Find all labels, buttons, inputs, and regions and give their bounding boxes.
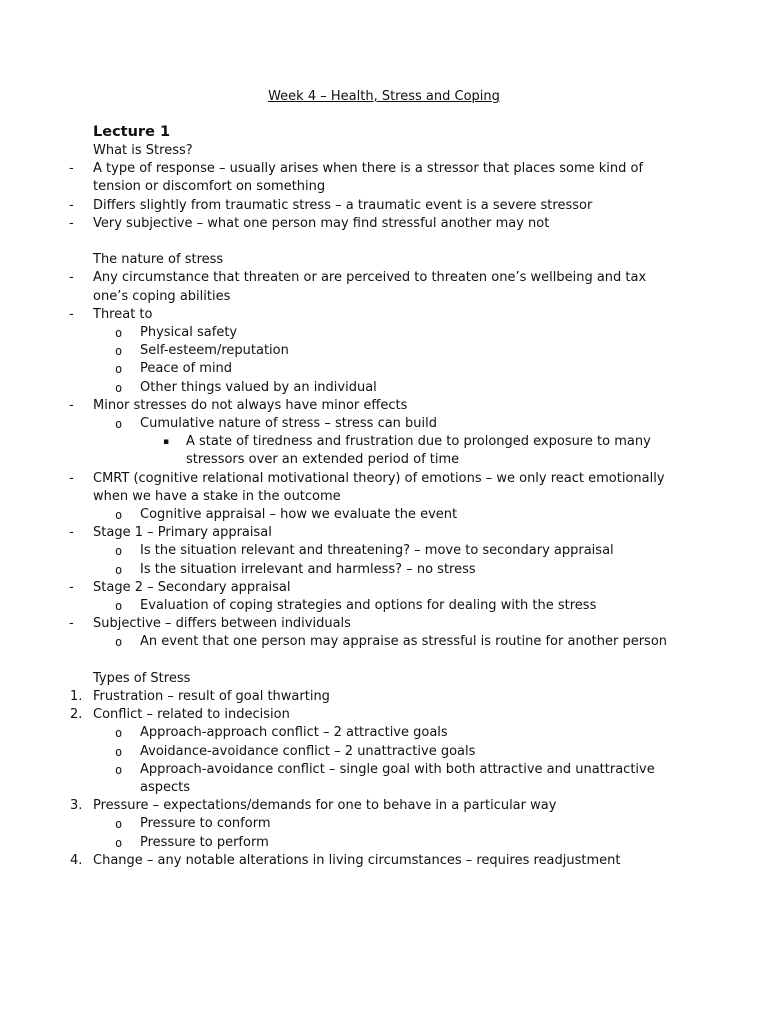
circle-bullet: o [115, 817, 123, 832]
list-item-text: Conflict – related to indecision [93, 707, 290, 723]
list-item [47, 524, 683, 542]
sub-sub-list-item [47, 433, 683, 469]
dash-bullet: - [69, 579, 74, 595]
circle-bullet: o [115, 417, 123, 432]
list-item-text: Physical safety [140, 325, 238, 341]
list-item-text: Cognitive appraisal – how we evaluate the event [140, 507, 458, 523]
list-item-text: Threat to [93, 306, 153, 322]
lecture-heading: Lecture 1 [93, 124, 171, 140]
sub-list-item [47, 324, 683, 342]
numbered-list-item [47, 797, 683, 815]
list-number: 3. [70, 798, 83, 814]
dash-bullet: - [69, 197, 74, 213]
dash-bullet: - [69, 470, 74, 486]
sub-list-item [47, 743, 683, 761]
list-number: 2. [70, 707, 83, 723]
dash-bullet: - [69, 525, 74, 541]
list-item [47, 160, 683, 196]
list-item-text: A type of response – usually arises when there is a stressor that places some kind of tension or discomfort on something [93, 161, 644, 195]
list-item-text: Subjective – differs between individuals [93, 616, 351, 632]
circle-bullet: o [115, 726, 123, 741]
sub-list-item [47, 724, 683, 742]
list-number: 4. [70, 852, 83, 868]
list-item-text: Other things valued by an individual [140, 379, 377, 395]
list-item-text: Pressure to conform [140, 816, 271, 832]
sub-list-item [47, 379, 683, 397]
sub-list-item [47, 542, 683, 560]
document-body [69, 122, 683, 870]
sub-list-item [47, 633, 683, 651]
list-number: 1. [70, 689, 83, 705]
list-item-text: Cumulative nature of stress – stress can build [140, 416, 438, 432]
circle-bullet: o [115, 362, 123, 377]
list-item [47, 269, 683, 305]
sub-list-item [47, 834, 683, 852]
numbered-list-item [47, 852, 683, 870]
list-item [47, 579, 683, 597]
dash-bullet: - [69, 397, 74, 413]
circle-bullet: o [115, 562, 123, 577]
sub-list-item [47, 415, 683, 433]
sub-list-item [47, 761, 683, 797]
circle-bullet: o [115, 544, 123, 559]
circle-bullet: o [115, 744, 123, 759]
list-item-text: Is the situation irrelevant and harmless? – no stress [140, 561, 476, 577]
list-item [47, 215, 683, 233]
list-item [47, 306, 683, 324]
sub-list-item [47, 561, 683, 579]
sub-list-item [47, 815, 683, 833]
list-item-text: Evaluation of coping strategies and options for dealing with the stress [140, 598, 597, 614]
list-item-text: Approach-approach conflict – 2 attractive goals [140, 725, 448, 741]
list-item-text: Avoidance-avoidance conflict – 2 unattractive goals [140, 743, 476, 759]
sub-list-item [47, 342, 683, 360]
dash-bullet: - [69, 215, 74, 231]
section-types-of-stress-label: Types of Stress [93, 670, 191, 686]
list-item-text: Is the situation relevant and threatening? – move to secondary appraisal [140, 543, 614, 559]
what-is-stress-list [47, 160, 683, 233]
list-item-text: Pressure to perform [140, 834, 269, 850]
list-item-text: Change – any notable alterations in living circumstances – requires readjustment [93, 852, 621, 868]
circle-bullet: o [115, 326, 123, 341]
circle-bullet: o [115, 762, 123, 777]
list-item-text: Peace of mind [140, 361, 233, 377]
nature-of-stress-list [47, 269, 683, 651]
list-item-text: Minor stresses do not always have minor effects [93, 397, 408, 413]
list-item-text: Any circumstance that threaten or are perceived to threaten one’s wellbeing and tax one’s coping abilities [93, 270, 647, 304]
circle-bullet: o [115, 344, 123, 359]
circle-bullet: o [115, 835, 123, 850]
circle-bullet: o [115, 599, 123, 614]
square-bullet: ▪ [163, 437, 170, 448]
list-item [47, 615, 683, 633]
list-item-text: Self-esteem/reputation [140, 343, 289, 359]
dash-bullet: - [69, 270, 74, 286]
list-item-text: A state of tiredness and frustration due to prolonged exposure to many stressors over an extended period of time [186, 434, 651, 468]
sub-list-item [47, 506, 683, 524]
dash-bullet: - [69, 616, 74, 632]
circle-bullet: o [115, 635, 123, 650]
numbered-list-item [47, 706, 683, 724]
dash-bullet: - [69, 161, 74, 177]
document-title: Week 4 – Health, Stress and Coping [268, 89, 500, 104]
list-item-text: Stage 1 – Primary appraisal [93, 525, 272, 541]
types-of-stress-list [47, 688, 683, 870]
list-item-text: Differs slightly from traumatic stress – a traumatic event is a severe stressor [93, 197, 593, 213]
list-item-text: Very subjective – what one person may find stressful another may not [93, 215, 550, 231]
list-item [47, 397, 683, 415]
list-item-text: Approach-avoidance conflict – single goal with both attractive and unattractive aspects [140, 761, 655, 796]
numbered-list-item [47, 688, 683, 706]
list-item-text: An event that one person may appraise as stressful is routine for another person [140, 634, 668, 650]
circle-bullet: o [115, 508, 123, 523]
list-item [47, 470, 683, 506]
dash-bullet: - [69, 306, 74, 322]
list-item-text: Frustration – result of goal thwarting [93, 689, 330, 705]
list-item [47, 197, 683, 215]
sub-list-item [47, 360, 683, 378]
circle-bullet: o [115, 380, 123, 395]
section-nature-of-stress-label: The nature of stress [93, 252, 224, 268]
list-item-text: Pressure – expectations/demands for one to behave in a particular way [93, 798, 557, 814]
list-item-text: Stage 2 – Secondary appraisal [93, 579, 291, 595]
sub-list-item [47, 597, 683, 615]
section-what-is-stress-label: What is Stress? [93, 143, 193, 158]
list-item-text: CMRT (cognitive relational motivational theory) of emotions – we only react emotionally when we have a stake in the outcome [93, 470, 665, 504]
